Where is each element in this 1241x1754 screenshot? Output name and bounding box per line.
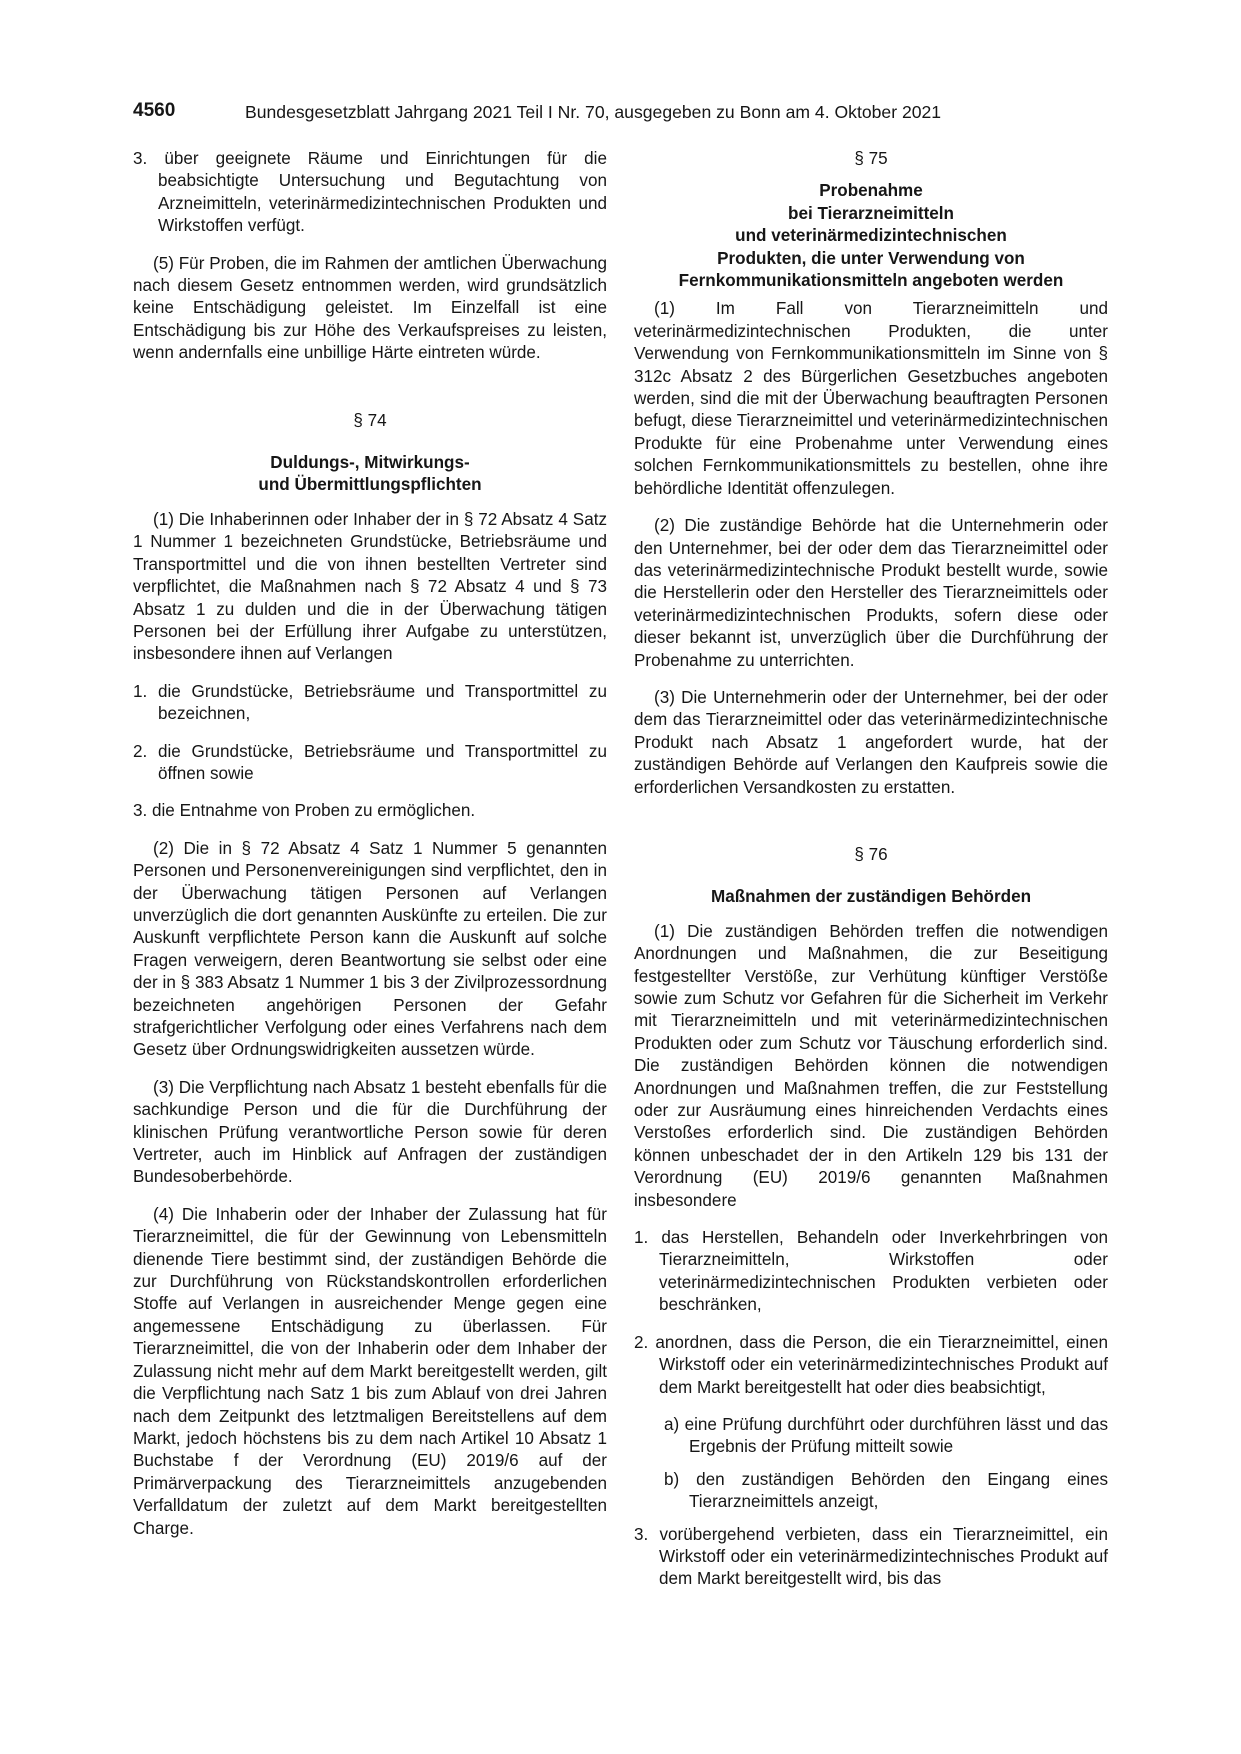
paragraph: (4) Die Inhaberin oder der Inhaber der Zulassung hat für Tierarzneimittel, die für der Gewinnung von Lebensmitteln dienende Tiere bestimmt sind, der zuständigen Behörde die zur Durchführung von Rückstandskontrollen erforderlichen Stoffe auf Verlangen in ausreichender Menge gegen eine angemessene Entschädigung zu überlassen. Für Tierarzneimittel, die von der Inhaberin oder dem Inhaber der Zulassung nicht mehr auf dem Markt bereitgestellt werden, gilt die Verpflichtung nach Satz 1 bis zum Ablauf von drei Jahren nach dem Zeitpunkt des letztmaligen Bereitstellens auf dem Markt, jedoch höchstens bis zu dem nach Artikel 10 Absatz 1 Buchstabe f der Verordnung (EU) 2019/6 auf der Primärverpackung des Tierarzneimittels anzugebenden Verfalldatum der zuletzt auf dem Markt bereitgestellten Charge. [133, 1204, 607, 1538]
running-head: Bundesgesetzblatt Jahrgang 2021 Teil I Nr. 70, ausgegeben zu Bonn am 4. Oktober 2021 [245, 102, 942, 122]
page-header [133, 100, 1113, 126]
list-item: 1. die Grundstücke, Betriebsräume und Transportmittel zu bezeichnen, [133, 681, 607, 724]
page-number: 4560 [133, 100, 176, 121]
paragraph: (1) Im Fall von Tierarzneimitteln und veterinärmedizintechnischen Produkten, die unter Verwendung von Fernkommunikationsmitteln im Sinne von § 312c Absatz 2 des Bürgerlichen Gesetzbuches angeboten werden, sind die mit der Überwachung beauftragten Personen befugt, diese Tierarzneimittel und veterinärmedizintechnischen Produkte für eine Probenahme unter Verwendung eines solchen Fernkommunikationsmittels zu bestellen, ohne ihre behördliche Identität offenzulegen. [634, 299, 1108, 498]
section-title-75-line3: und veterinärmedizintechnischen [735, 226, 1007, 246]
section-title-75-line2: bei Tierarzneimitteln [788, 203, 954, 223]
list-item: 2. die Grundstücke, Betriebsräume und Transportmittel zu öffnen sowie [133, 741, 607, 783]
list-item: 3. über geeignete Räume und Einrichtungen für die beabsichtigte Untersuchung und Begutachtung von Arzneimitteln, veterinärmedizintechnischen Produkten und Wirkstoffen verfügt. [133, 149, 607, 236]
paragraph: (3) Die Unternehmerin oder der Unternehmer, bei der oder dem das Tierarzneimittel oder das veterinärmedizintechnische Produkt nach Absatz 1 angefordert wurde, hat der zuständigen Behörde auf Verlangen den Kaufpreis sowie die erforderlichen Versandkosten zu erstatten. [634, 687, 1108, 797]
section-title-75-line5: Fernkommunikationsmitteln angeboten werden [678, 271, 1064, 291]
paragraph: (1) Die Inhaberinnen oder Inhaber der in § 72 Absatz 4 Satz 1 Nummer 1 bezeichneten Grundstücke, Betriebsräume und Transportmittel und die von ihnen bestellten Vertreter sind verpflichtet, die Maßnahmen nach § 72 Absatz 4 und § 73 Absatz 1 zu dulden und die in der Überwachung tätigen Personen bei der Erfüllung ihrer Aufgabe zu unterstützen, insbesondere ihnen auf Verlangen [133, 509, 607, 664]
list-item: 1. das Herstellen, Behandeln oder Inverkehrbringen von Tierarzneimitteln, Wirkstoffen oder veterinärmedizintechnischen Produkten verbieten oder beschränken, [634, 1228, 1108, 1315]
sub-list-item: b) den zuständigen Behörden den Eingang eines Tierarzneimittels anzeigt, [664, 1469, 1108, 1512]
paragraph: (1) Die zuständigen Behörden treffen die notwendigen Anordnungen und Maßnahmen, die zur Beseitigung festgestellter Verstöße, zur Verhütung künftiger Verstöße sowie zum Schutz vor Gefahren für die Sicherheit im Verkehr mit Tierarzneimitteln und mit veterinärmedizintechnischen Produkten oder zum Schutz vor Täuschung erforderlich sind. Die zuständigen Behörden können die notwendigen Anordnungen und Maßnahmen treffen, die zur Feststellung oder zur Ausräumung eines hinreichenden Verdachts eines Verstoßes erforderlich sind. Die zuständigen Behörden können unbeschadet der in den Artikeln 129 bis 131 der Verordnung (EU) 2019/6 genannten Maßnahmen insbesondere [634, 921, 1108, 1210]
section-title-74-line1: Duldungs-, Mitwirkungs- [270, 453, 470, 473]
right-column [634, 148, 1108, 1606]
section-title-74-line2: und Übermittlungspflichten [258, 475, 482, 495]
paragraph: (5) Für Proben, die im Rahmen der amtlichen Überwachung nach diesem Gesetz entnommen werden, wird grundsätzlich keine Entschädigung geleistet. Im Einzelfall ist eine Entschädigung bis zur Höhe des Verkaufspreises zu leisten, wenn andernfalls eine unbillige Härte eintreten würde. [133, 253, 607, 363]
section-number-76: § 76 [854, 844, 888, 864]
paragraph: (2) Die in § 72 Absatz 4 Satz 1 Nummer 5 genannten Personen und Personenvereinigungen sind verpflichtet, den in der Überwachung tätigen Personen auf Verlangen unverzüglich die dort genannten Auskünfte zu erteilen. Die zur Auskunft verpflichtete Person kann die Auskunft auf solche Fragen verweigern, deren Beantwortung sie selbst oder eine der in § 383 Absatz 1 Nummer 1 bis 3 der Zivilprozessordnung bezeichneten angehörigen Personen der Gefahr strafgerichtlicher Verfolgung oder eines Verfahrens nach dem Gesetz über Ordnungswidrigkeiten aussetzen würde. [133, 838, 607, 1060]
section-number-75: § 75 [854, 149, 888, 168]
sub-list-item: a) eine Prüfung durchführt oder durchführen lässt und das Ergebnis der Prüfung mitteilt sowie [664, 1414, 1108, 1457]
section-title-75-line1: Probenahme [819, 181, 923, 201]
paragraph: (3) Die Verpflichtung nach Absatz 1 besteht ebenfalls für die sachkundige Person und die für die Durchführung der klinischen Prüfung verantwortliche Person sowie für deren Vertreter, auch im Hinblick auf Anfragen der zuständigen Bundesoberbehörde. [133, 1077, 607, 1187]
section-title-76: Maßnahmen der zuständigen Behörden [710, 887, 1032, 907]
list-item: 3. die Entnahme von Proben zu ermöglichen. [133, 801, 476, 821]
paragraph: (2) Die zuständige Behörde hat die Unternehmerin oder den Unternehmer, bei der oder dem das Tierarzneimittel oder das veterinärmedizintechnische Produkt bestellt wurde, sowie die Herstellerin oder den Hersteller des Tierarzneimittels oder veterinärmedizintechnischen Produkts, sofern diese oder dieser bekannt ist, unverzüglich über die Durchführung der Probenahme zu unterrichten. [634, 516, 1108, 670]
section-title-75-line4: Produkten, die unter Verwendung von [717, 248, 1025, 268]
left-column [133, 148, 607, 1555]
list-item: 2. anordnen, dass die Person, die ein Tierarzneimittel, einen Wirkstoff oder ein veterinärmedizintechnisches Produkt auf dem Markt bereitgestellt hat oder dies beabsichtigt, [634, 1332, 1108, 1397]
section-number-74: § 74 [353, 410, 387, 430]
list-item: 3. vorübergehend verbieten, dass ein Tierarzneimittel, ein Wirkstoff oder ein veterinärmedizintechnisches Produkt auf dem Markt bereitgestellt wird, bis das [634, 1524, 1108, 1589]
